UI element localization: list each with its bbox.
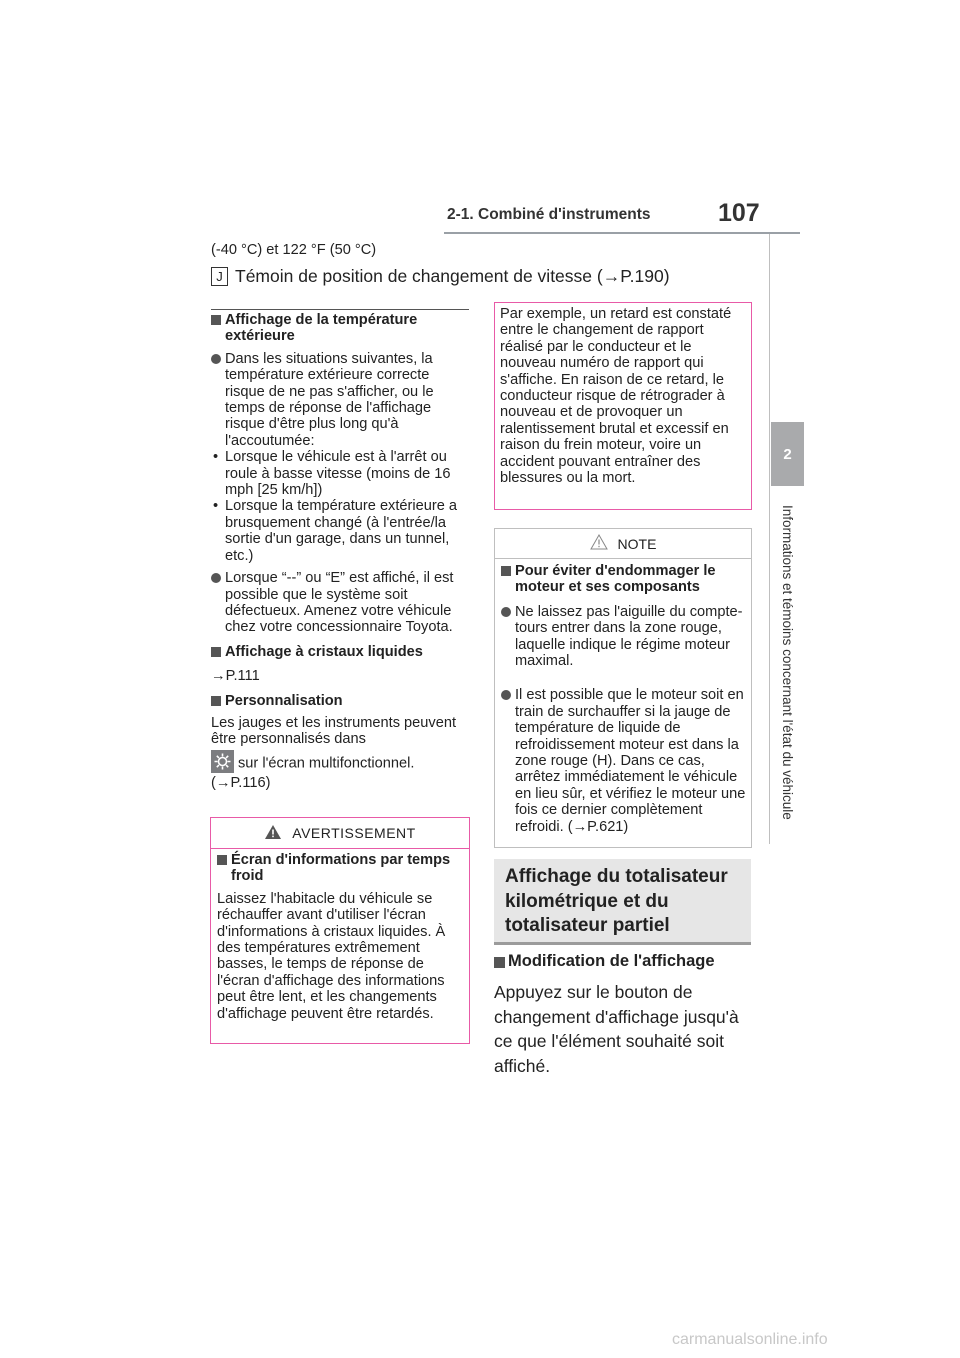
personalization-text: Les jauges et les instruments peuvent être personnalisés dans <box>211 714 456 748</box>
personalization-settings-line: sur l'écran multifonctionnel. <box>211 752 473 775</box>
warning-heading: Écran d'informations par temps froid <box>217 852 467 885</box>
note-body <box>501 563 749 835</box>
square-bullet-icon <box>501 566 511 576</box>
section-title: 2-1. Combiné d'instruments <box>447 206 651 223</box>
bullet-situations: Dans les situations suivantes, la température extérieure correcte risque de ne pas s'afficher, ou le temps de réponse de l'affichage risque d'être plus long qu'à l'accoutumée: <box>211 351 473 449</box>
item-letter-badge: J <box>211 267 228 286</box>
warning-title: AVERTISSEMENT <box>292 825 416 841</box>
square-bullet-icon <box>217 855 227 865</box>
square-bullet-icon <box>211 696 221 706</box>
square-bullet-icon <box>211 647 221 657</box>
warning-box <box>210 817 470 1044</box>
sub-item-temp-change: • Lorsque la température extérieure a brusquement changé (à l'entrée/la sortie d'un garage, dans un tunnel, etc.) <box>213 498 458 564</box>
temperature-range: (-40 °C) et 122 °F (50 °C) <box>211 242 377 258</box>
lcd-page-reference: →P.111 <box>211 668 260 685</box>
display-change-text: Appuyez sur le bouton de changement d'affichage jusqu'à ce que l'élément souhaité soit affiché. <box>494 982 739 1076</box>
note-heading: Pour éviter d'endommager le moteur et ses composants <box>501 563 749 596</box>
round-bullet-icon <box>211 573 221 583</box>
note-title-bar <box>495 529 751 559</box>
chapter-number: 2 <box>783 445 792 463</box>
heading-outside-temp: Affichage de la température extérieure <box>211 312 473 345</box>
warning-continued-box <box>494 302 752 510</box>
side-divider <box>769 234 770 844</box>
heading-display-change: Modification de l'affichage <box>494 953 768 969</box>
square-bullet-icon <box>494 957 505 968</box>
gear-indicator-text: Témoin de position de changement de vitesse (→P.190) <box>235 266 670 286</box>
page-number: 107 <box>718 199 760 227</box>
settings-gear-icon <box>211 750 234 773</box>
warning-text: Laissez l'habitacle du véhicule se réchauffer avant d'utiliser l'écran d'informations à cristaux liquides. À des températures extrêmement basses, le temps de réponse de l'écran d'affichage des informations peut être lent, et les changements d'affichage peuvent être retardés. <box>217 890 446 1022</box>
section-heading: Affichage du totalisateur kilométrique et du totalisateur partiel <box>505 866 728 936</box>
heading-lcd: Affichage à cristaux liquides <box>211 644 473 660</box>
round-bullet-icon <box>211 354 221 364</box>
note-bullet-overheat: Il est possible que le moteur soit en train de surchauffer si la jauge de température de liquide de refroidissement moteur est dans la zone rouge (H). Dans ce cas, arrêtez immédiatement le véhicule en lieu sûr, et vérifiez le moteur une fois ce dernier complètement refroidi. (→P.621) <box>501 687 749 835</box>
square-bullet-icon <box>211 315 221 325</box>
round-bullet-icon <box>501 690 511 700</box>
left-column <box>211 312 473 791</box>
chapter-label: Informations et témoins concernant l'état du véhicule <box>780 504 795 820</box>
header-rule <box>444 232 800 234</box>
section-heading-box <box>494 859 751 945</box>
round-bullet-icon <box>501 607 511 617</box>
left-column-rule <box>211 309 469 310</box>
warning-title-bar <box>211 818 469 849</box>
chapter-label-container <box>771 494 804 830</box>
heading-personalization: Personnalisation <box>211 693 473 709</box>
note-title: NOTE <box>617 535 657 552</box>
chapter-tab <box>771 422 804 486</box>
watermark: carmanualsonline.info <box>672 1331 828 1348</box>
gear-indicator-line <box>211 266 670 287</box>
personalization-page-reference: (→P.116) <box>211 774 271 791</box>
note-box <box>494 528 752 848</box>
warning-body <box>217 852 467 1022</box>
caution-triangle-icon <box>590 534 608 553</box>
note-bullet-tachometer: Ne laissez pas l'aiguille du compte-tours entrer dans la zone rouge, laquelle indique le régime moteur maximal. <box>501 604 749 670</box>
sub-item-low-speed: • Lorsque le véhicule est à l'arrêt ou roule à basse vitesse (moins de 16 mph [25 km/h]) <box>213 449 451 499</box>
bullet-malfunction: Lorsque “--” ou “E” est affiché, il est possible que le système soit défectueux. Amenez votre véhicule chez votre concessionnaire Toyota. <box>211 570 473 636</box>
warning-continued-text: Par exemple, un retard est constaté entre le changement de rapport réalisé par le conducteur et le nouveau numéro de rapport qui s'affiche. En raison de ce retard, le conducteur risque de rétrograder à nouveau et de provoquer un ralentissement brutal et excessif en raison du frein moteur, voire un accident pouvant entraîner des blessures ou la mort. <box>500 306 732 487</box>
warning-triangle-icon <box>264 824 282 843</box>
